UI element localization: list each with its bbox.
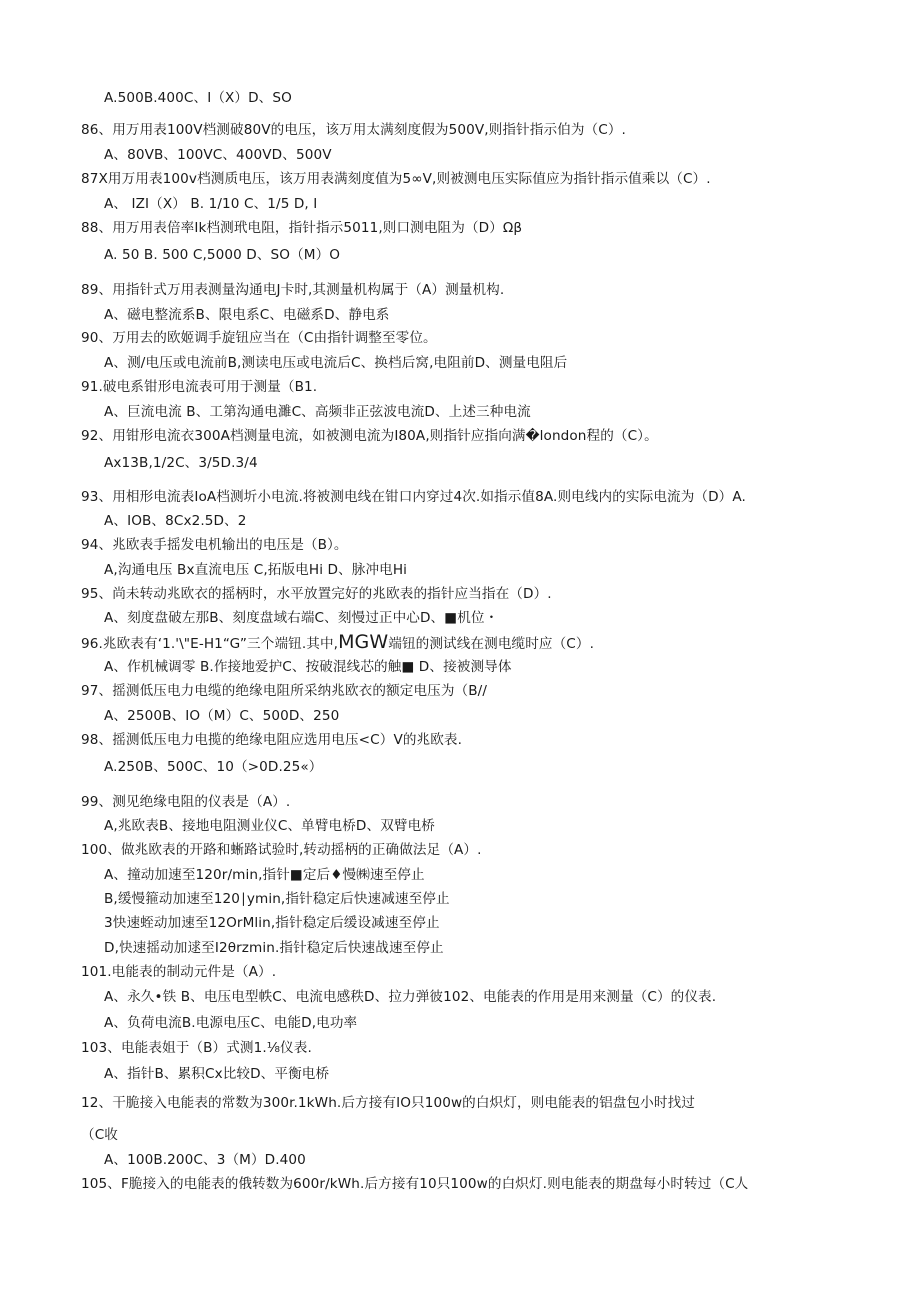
- options-87: A、 IZI（X） B. 1/10 C、1/5 D, I: [104, 196, 318, 212]
- question-89: 89、用指针式万用表测量沟通电J卡时,其测量机构属于（A）测量机构.: [81, 282, 505, 298]
- options-94: A,沟通电压 Bx直流电压 C,拓版电Hi D、脉冲电Hi: [104, 562, 408, 578]
- question-103: 103、电能表姐于（B）式测1.⅛仪表.: [81, 1040, 312, 1056]
- options-97: A、2500B、IO（M）C、500D、250: [104, 708, 340, 724]
- question-96: [81, 632, 594, 654]
- question-104-cont: （C收: [81, 1127, 118, 1143]
- options-92: Ax13B,1/2C、3∕5D.3/4: [104, 455, 258, 471]
- question-105: 105、F脆接入的电能表的俄转数为600r∕kWh.后方接有10只100w的白炽灯.则电能表的期盘每小时转过（C人: [81, 1176, 749, 1192]
- options-99: A,兆欧表B、接地电阻测业仪C、单臂电桥D、双臂电桥: [104, 818, 435, 834]
- options-96: A、作机械调零 B.作接地爱护C、按破混线芯的触■ D、接被测导体: [104, 659, 512, 675]
- options-91: A、巨流电流 B、工第沟通电濉C、高频非正弦波电流D、上述三种电流: [104, 404, 531, 420]
- q96-head: 96.兆欧表有‘1.'\"E-H1“G”三个端钮.其中,: [81, 636, 339, 652]
- question-95: 95、尚未转动兆欧衣的摇柄时，水平放置完好的兆欧表的指针应当指在（D）.: [81, 586, 552, 602]
- q96-mg-label: MGW: [338, 631, 389, 653]
- options-104: A、100B.200C、3（M）D.400: [104, 1152, 306, 1168]
- question-97: 97、摇测低压电力电缆的绝缘电阻所采纳兆欧衣的额定电压为（B//: [81, 683, 488, 699]
- question-90: 90、万用去的欧姬调手旋钮应当在（C由指针调整至零位。: [81, 330, 437, 346]
- options-89: A、磁电整流系B、限电系C、电磁系D、静电系: [104, 307, 390, 323]
- question-91: 91.破电系钳形电流表可用于测量（B1.: [81, 379, 318, 395]
- answer-line: A.500B.400C、I（X）D、SO: [104, 90, 292, 106]
- options-98: A.250B、500C、10（>0D.25«）: [104, 759, 323, 775]
- question-98: 98、摇测低压电力电揽的绝缘电阻应选用电压<C）V的兆欧表.: [81, 732, 463, 748]
- question-100: 100、做兆欧表的开路和蜥路试验时,转动摇柄的正确做法足（A）.: [81, 842, 482, 858]
- q96-tail: 端钮的测试线在测电缆时应（C）.: [388, 636, 594, 652]
- question-86: 86、用万用表100V档测破80V的电压，该万用太满刻度假为500V,则指针指示伯为（C）.: [81, 122, 626, 138]
- question-87: 87X用万用表100v档测质电压，该万用表满刻度值为5∞V,则被测电压实际值应为指针指示值乘以（C）.: [81, 171, 711, 187]
- question-92: 92、用钳形电流衣300A档测量电流，如被测电流为I80A,则指针应指向满�london程的（C）。: [81, 428, 658, 444]
- question-101: 101.电能表的制动元件是（A）.: [81, 964, 277, 980]
- options-90: A、测/电压或电流前B,测读电压或电流后C、换档后窝,电阻前D、测量电阻后: [104, 355, 568, 371]
- option-100-b: B,缓慢箍动加速至120∣ymin,指针稳定后快速减速至停止: [104, 891, 450, 907]
- option-100-a: A、撞动加速至120r∕min,指针■定后♦慢㈱速至停止: [104, 867, 425, 883]
- options-86: A、80VB、100VC、400VD、500V: [104, 147, 332, 163]
- option-100-d: D,快速摇动加逑至I2θrzmin.指针稳定后快速战速至停止: [104, 940, 444, 956]
- options-101: A、永久•铁 B、电压电型帙C、电流电感秩D、拉力弹彼102、电能表的作用是用来测量（C）的仪表.: [104, 989, 717, 1005]
- option-100-c: 3快速蛭动加速至12OrMlin,指针稳定后缓设减速至停止: [104, 915, 440, 931]
- options-95: A、刻度盘破左那B、刻度盘域右端C、刻慢过正中心D、■机位・: [104, 610, 499, 626]
- question-94: 94、兆欧表手摇发电机输出的电压是（B）。: [81, 537, 348, 553]
- options-93: A、IOB、8Cx2.5D、2: [104, 513, 247, 529]
- options-103: A、指针B、累积Cx比较D、平衡电桥: [104, 1066, 330, 1082]
- options-88: A. 50 B. 500 C,5000 D、SO（M）O: [104, 247, 341, 263]
- question-104: 12、干脆接入电能表的常数为300r.1kWh.后方接有IO只100w的白炽灯，则电能表的铝盘包小时找过: [81, 1095, 695, 1111]
- question-93: 93、用相形电流表IoA档测圻小电流.将被测电线在钳口内穿过4次.如指示值8A.则电线内的实际电流为（D）A.: [81, 489, 746, 505]
- question-99: 99、测见绝缘电阻的仪表是（A）.: [81, 794, 291, 810]
- options-102: A、负荷电流B.电源电压C、电能D,电功率: [104, 1015, 358, 1031]
- question-88: 88、用万用表倍率Ik档测玳电阻，指针指示5011,则口测电阻为（D）Ωβ: [81, 220, 523, 236]
